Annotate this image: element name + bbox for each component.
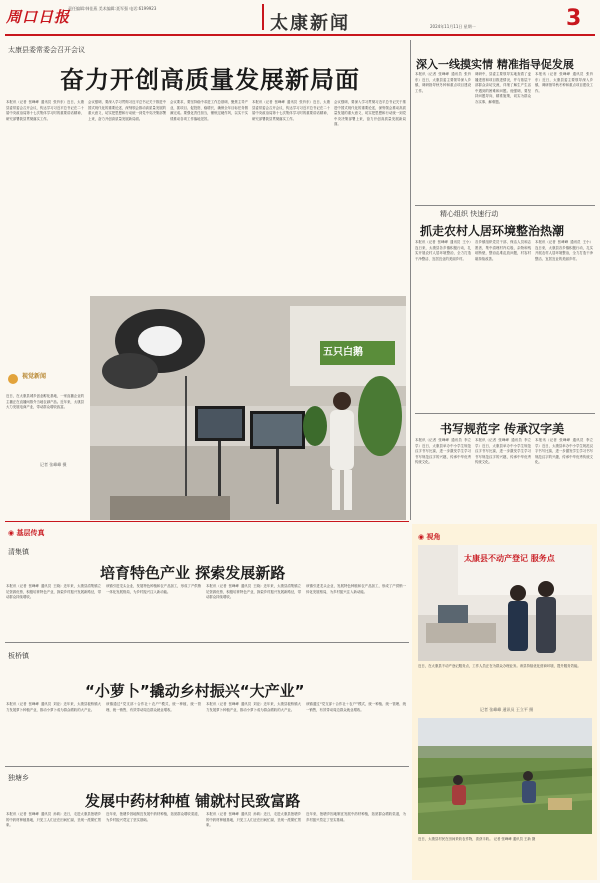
divider: [5, 766, 409, 767]
lower-body-1c: [206, 584, 301, 639]
visual-news-label: 视觉新闻: [22, 373, 47, 380]
column-divider: [410, 40, 411, 520]
caption-text: 近日，太康县村民在田间采收农作物，喜获丰收。: [418, 837, 493, 841]
right-body-3b: [475, 438, 531, 516]
caption-credit: 记者 张峰峰 摄: [40, 462, 67, 467]
photo-caption-2: [418, 837, 592, 877]
right-body-1a: [415, 72, 471, 200]
lower-body-1b: [106, 584, 201, 639]
lead-body-col-1: [6, 100, 84, 292]
lower-paragraph: 本报讯（记者 张峰峰 通讯员 刘亚）近年来，太康县板桥镇大力发展萝卜种植产业，推动小萝卜成为群众增收的大产业。: [6, 702, 101, 712]
right-body-1b: [475, 72, 531, 200]
right-paragraph: 本报讯（记者 张峰峰 通讯员 李立学）近日，太康县举办中小学生规范汉字书写比赛，进一步激发学生学习书写规范汉字的兴趣，传承中华优秀传统文化。: [535, 438, 593, 465]
editor-info: 责任编辑:韩佳燕 美术编辑:聂军强 电话:6199923: [68, 6, 157, 11]
photo-credit-1: 记者 张峰峰 通讯员 王立平 摄: [480, 707, 534, 712]
lead-kicker: 太康县委常委会召开会议: [8, 46, 85, 54]
lower-body-2a: [6, 702, 101, 762]
right-body-3a: [415, 438, 471, 516]
lower-paragraph: 本报讯（记者 张峰峰 通讯员 孙莉）近日，走进太康县独塘乡的中药材种植基地，只见工人们正在田间忙碌，呈现一派繁忙景象。: [206, 812, 301, 828]
lead-paragraph: 本报讯（记者 张峰峰 通讯员 张肖东）近日，太康县委常委会召开会议，传达学习习近平总书记在二十届中央政治局第十七次集体学习时的重要讲话精神，研究部署我县贯彻落实工作。: [252, 100, 330, 121]
lead-paragraph: 本报讯（记者 张峰峰 通讯员 张肖东）近日，太康县委常委会召开会议，传达学习习近平总书记在二十届中央政治局第十七次集体学习时的重要讲话精神，研究部署我县贯彻落实工作。: [6, 100, 84, 121]
lower-body-1a: [6, 584, 101, 639]
lower-paragraph: 本报讯（记者 张峰峰 通讯员 王晓）近年来，太康县清集镇立足资源优势，积极培育特色产业，探索乡村振兴发展新路径，带动群众持续增收。: [6, 584, 101, 600]
lower-paragraph: 该镇通过“党支部＋合作社＋农户”模式，统一种植、统一管理、统一销售，有效带动周边群众就业增收。: [106, 702, 201, 712]
lower-body-2b: [106, 702, 201, 762]
lead-body-col-3: [170, 100, 248, 292]
photo-caption: [6, 394, 84, 454]
visual-news-tag: [6, 372, 84, 388]
right-paragraph: 本报讯（记者 张峰峰 通讯员 李立学）近日，太康县举办中小学生规范汉字书写比赛，进一步激发学生学习书写规范汉字的兴趣，传承中华优秀传统文化。: [415, 438, 471, 465]
lower-body-2c: [206, 702, 301, 762]
town-name-3: 独塘乡: [8, 774, 29, 782]
issue-date: 2024年11月11日 星期一: [430, 24, 476, 29]
farm-field-photo: [418, 718, 592, 834]
lead-headline: 奋力开创高质量发展新局面: [60, 66, 360, 94]
lower-paragraph: 近年来，独塘乡因地制宜发展中药材种植，拓宽群众增收渠道，为乡村振兴奠定了坚实基础。: [106, 812, 201, 822]
divider: [415, 413, 595, 414]
masthead-rule: [5, 34, 595, 36]
photo-caption-1: [418, 664, 592, 704]
lead-body-col-4: [252, 100, 330, 292]
right-paragraph: 本报讯（记者 张峰峰 通讯员 张肖东）近日，太康县委主要领导深入乡镇，调研指导秋冬种和重点项目建设工作。: [415, 72, 471, 93]
section-marker: [262, 4, 264, 30]
lower-paragraph: 本报讯（记者 张峰峰 通讯员 刘亚）近年来，太康县板桥镇大力发展萝卜种植产业，推动小萝卜成为群众增收的大产业。: [206, 702, 301, 712]
right-headline-1: 深入一线摸实情 精准指导促发展: [416, 58, 574, 71]
divider: [5, 642, 409, 643]
right-body-2a: [415, 240, 471, 408]
lower-body-1d: [306, 584, 406, 639]
right-paragraph: 本报讯（记者 张峰峰 通讯员 王小）连日来，太康县各乡镇积极行动，扎实开展农村人居环境整治，全力打造干净整洁、宜居宜业的美丽乡村。: [535, 240, 593, 261]
masthead: [0, 0, 600, 34]
right-body-1c: [535, 72, 593, 200]
lower-headline-2: “小萝卜”撬动乡村振兴“大产业”: [85, 682, 305, 700]
divider: [415, 205, 595, 206]
lower-paragraph: 该镇通过“党支部＋合作社＋农户”模式，统一种植、统一管理、统一销售，有效带动周边群众就业增收。: [306, 702, 406, 712]
right-body-2b: [475, 240, 531, 408]
lower-paragraph: 该镇引进龙头企业，发展特色种植和农产品加工，形成了产供销一体化发展格局，为乡村振兴注入新动能。: [306, 584, 406, 594]
right-paragraph: 本报讯（记者 张峰峰 通讯员 李立学）近日，太康县举办中小学生规范汉字书写比赛，进一步激发学生学习书写规范汉字的兴趣，传承中华优秀传统文化。: [475, 438, 531, 465]
lower-paragraph: 该镇引进龙头企业，发展特色种植和农产品加工，形成了产供销一体化发展格局，为乡村振兴注入新动能。: [106, 584, 201, 594]
section-tag-icon: ◉: [8, 529, 17, 537]
page-number: 3: [566, 6, 582, 31]
right-paragraph: 本报讯（记者 张峰峰 通讯员 张肖东）近日，太康县委主要领导深入乡镇，调研指导秋冬种和重点项目建设工作。: [535, 72, 593, 93]
livestream-photo: [90, 296, 406, 520]
right-paragraph: 本报讯（记者 张峰峰 通讯员 王小）连日来，太康县各乡镇积极行动，扎实开展农村人居环境整治，全力打造干净整洁、宜居宜业的美丽乡村。: [415, 240, 471, 261]
caption-credit: 记者 张峰峰 通讯员 王新 摄: [493, 837, 536, 841]
lead-paragraph: 会议强调，要深入学习贯彻习近平总书记关于推进中国式现代化的重要论述，深刻领会推动高质量发展的重大意义，切实把思想和行动统一到党中央决策部署上来，奋力开创高质量发展新局面。: [88, 100, 166, 121]
photo-panel-tag: [418, 532, 441, 542]
lower-body-2d: [306, 702, 406, 762]
right-headline-3: 书写规范字 传承汉字美: [440, 422, 565, 436]
lower-body-3a: [6, 812, 101, 878]
right-body-2c: [535, 240, 593, 408]
lower-section-rule: [5, 521, 409, 522]
lead-paragraph: 会议强调，要深入学习贯彻习近平总书记关于推进中国式现代化的重要论述，深刻领会推动高质量发展的重大意义，切实把思想和行动统一到党中央决策部署上来，奋力开创高质量发展新局面。: [334, 100, 406, 127]
livestream-sign: 五只白鹅: [323, 347, 363, 358]
service-hall-sign: 太康县不动产登记 服务点: [464, 554, 555, 563]
lower-body-3c: [206, 812, 301, 878]
town-name-2: 板桥镇: [8, 652, 29, 660]
lower-headline-3: 发展中药材种植 铺就村民致富路: [85, 792, 301, 810]
camera-icon: [8, 374, 18, 384]
caption-text: 近日，在太康县城乡创业孵化基地，一家直播企业的主播正在直播间推介当地农副产品。近年来，太康县大力发展电商产业，带动群众增收致富。: [6, 394, 84, 410]
service-hall-photo: [418, 545, 592, 661]
section-title: 太康新闻: [270, 13, 350, 34]
right-body-3c: [535, 438, 593, 516]
right-headline-2: 抓走农村人居环境整治热潮: [420, 224, 565, 238]
section-tag: [8, 528, 45, 538]
right-paragraph: 调研中，县委主要领导实地查看了麦播进度和项目推进情况，并与基层干部群众亲切交流，详细了解生产生活中遇到的困难和问题。他强调，要坚持问题导向，精准施策，切实为群众办实事、解难题。: [475, 72, 531, 104]
lead-body-col-2: [88, 100, 166, 292]
lead-paragraph: 会议要求，要坚持稳中求进工作总基调，聚焦主导产业，抓项目、促投资、稳增长，确保全年目标任务圆满完成。要强化责任担当，锤炼过硬作风，以实干实绩推动各项工作落地见效。: [170, 100, 248, 121]
right-kicker-2: 精心组织 快速行动: [440, 210, 499, 218]
right-paragraph: 各乡镇组织党员干部、保洁人员和志愿者，集中清理村内垃圾、杂物和残垣断壁，整治乱堆乱放问题，村容村貌持续改善。: [475, 240, 531, 261]
lower-body-3d: [306, 812, 406, 878]
lower-paragraph: 本报讯（记者 张峰峰 通讯员 孙莉）近日，走进太康县独塘乡的中药材种植基地，只见工人们正在田间忙碌，呈现一派繁忙景象。: [6, 812, 101, 828]
photo-panel-tag-icon: ◉: [418, 533, 427, 541]
lower-paragraph: 本报讯（记者 张峰峰 通讯员 王晓）近年来，太康县清集镇立足资源优势，积极培育特色产业，探索乡村振兴发展新路径，带动群众持续增收。: [206, 584, 301, 600]
livestream-photo-art: [90, 296, 406, 520]
lower-body-3b: [106, 812, 201, 878]
farm-field-photo-art: [418, 718, 592, 834]
caption-text: 近日，在太康县不动产登记服务点，工作人员正在为群众办理业务。该县持续优化营商环境，提升服务效能。: [418, 664, 581, 668]
section-tag-label: 基层传真: [16, 529, 45, 537]
newspaper-logo: 周口日报: [6, 8, 71, 26]
photo-panel-tag-label: 视角: [426, 533, 441, 541]
lower-headline-1: 培育特色产业 探索发展新路: [100, 564, 286, 582]
town-name-1: 清集镇: [8, 548, 29, 556]
lower-paragraph: 近年来，独塘乡因地制宜发展中药材种植，拓宽群众增收渠道，为乡村振兴奠定了坚实基础。: [306, 812, 406, 822]
lead-body-col-5: [334, 100, 406, 292]
